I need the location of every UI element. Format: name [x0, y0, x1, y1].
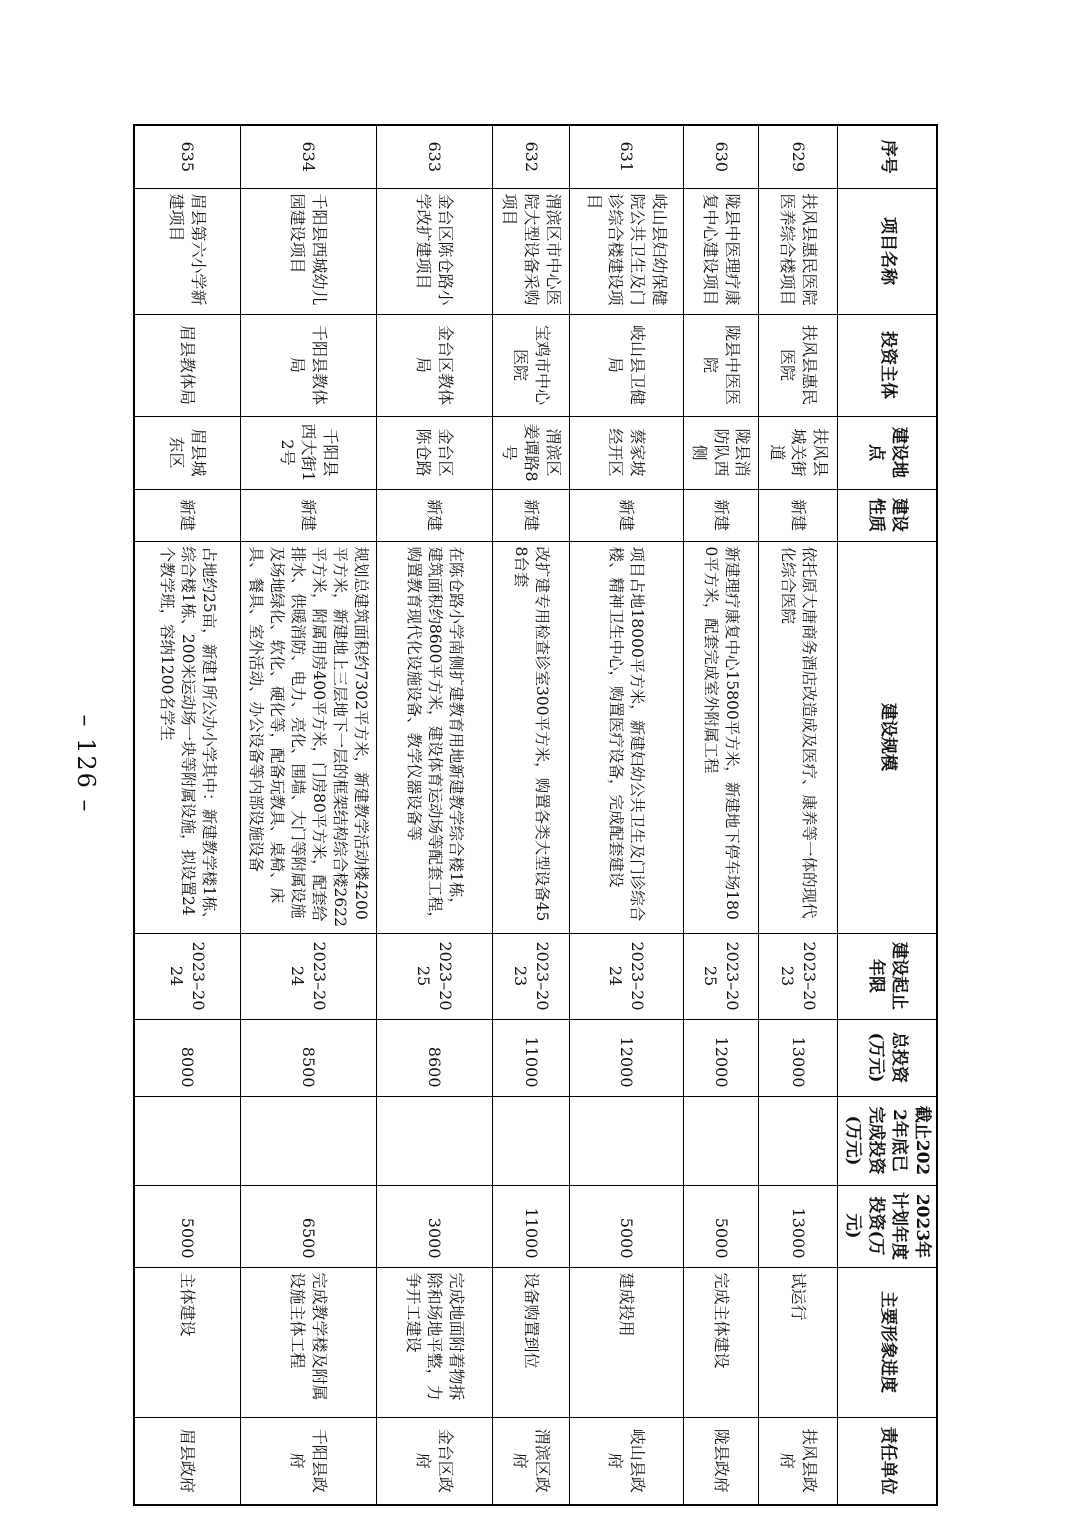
row-id-cell: 632 [493, 125, 570, 188]
page-number: – 126 – [72, 714, 100, 814]
responsible-unit-cell: 眉县政府 [134, 1417, 240, 1505]
project-name-cell: 扶风县惠民医院医养综合楼项目 [759, 188, 838, 314]
investor-cell: 扶风县惠民医院 [759, 314, 838, 416]
completed-investment-cell [376, 1096, 493, 1185]
completed-investment-cell [683, 1096, 759, 1185]
completed-investment-cell [240, 1096, 376, 1185]
table-row [759, 125, 838, 1505]
plan-2023-cell: 3000 [376, 1185, 493, 1267]
row-id-cell: 635 [134, 125, 240, 188]
progress-cell: 试运行 [759, 1267, 838, 1417]
plan-2023-cell: 6500 [240, 1185, 376, 1267]
project-name-cell: 岐山县妇幼保健院公共卫生及门诊综合楼建设项目 [570, 188, 684, 314]
nature-cell: 新建 [683, 489, 759, 541]
table-row [376, 125, 493, 1505]
progress-cell: 设备购置到位 [493, 1267, 570, 1417]
location-cell: 千阳县西大街12号 [240, 416, 376, 489]
project-table [133, 124, 938, 1506]
period-cell: 2023–2025 [376, 933, 493, 1019]
period-cell: 2023–2024 [134, 933, 240, 1019]
row-id-cell: 630 [683, 125, 759, 188]
total-investment-cell: 11000 [493, 1019, 570, 1096]
progress-cell: 完成教学楼及附属设施主体工程 [240, 1267, 376, 1417]
nature-cell: 新建 [376, 489, 493, 541]
period-cell: 2023–2023 [759, 933, 838, 1019]
investor-cell: 宝鸡市中心医院 [493, 314, 570, 416]
header-cell: 截止2022年底已完成投资(万元) [838, 1096, 937, 1185]
responsible-unit-cell: 渭滨区政府 [493, 1417, 570, 1505]
nature-cell: 新建 [240, 489, 376, 541]
table-row [683, 125, 759, 1505]
project-name-cell: 金台区陈仓路小学改扩建项目 [376, 188, 493, 314]
location-cell: 渭滨区姜谭路8号 [493, 416, 570, 489]
location-cell: 陇县消防队西侧 [683, 416, 759, 489]
total-investment-cell: 8500 [240, 1019, 376, 1096]
rotated-table-container [133, 124, 938, 1495]
plan-2023-cell: 5000 [683, 1185, 759, 1267]
progress-cell: 主体建设 [134, 1267, 240, 1417]
project-name-cell: 千阳县西城幼儿园建设项目 [240, 188, 376, 314]
header-cell: 总投资(万元) [838, 1019, 937, 1096]
header-cell: 建设性质 [838, 489, 937, 541]
location-cell: 眉县城东区 [134, 416, 240, 489]
header-cell: 责任单位 [838, 1417, 937, 1505]
total-investment-cell: 8000 [134, 1019, 240, 1096]
nature-cell: 新建 [759, 489, 838, 541]
period-cell: 2023–2023 [493, 933, 570, 1019]
construction-scale-cell: 改扩建专用检查诊室300平方米，购置各类大型设备458台套 [493, 541, 570, 933]
table-row [493, 125, 570, 1505]
responsible-unit-cell: 扶风县政府 [759, 1417, 838, 1505]
plan-2023-cell: 11000 [493, 1185, 570, 1267]
total-investment-cell: 8600 [376, 1019, 493, 1096]
header-row [838, 125, 937, 1505]
responsible-unit-cell: 千阳县政府 [240, 1417, 376, 1505]
table-row [134, 125, 240, 1505]
investor-cell: 千阳县教体局 [240, 314, 376, 416]
plan-2023-cell: 13000 [759, 1185, 838, 1267]
period-cell: 2023–2024 [570, 933, 684, 1019]
nature-cell: 新建 [493, 489, 570, 541]
row-id-cell: 629 [759, 125, 838, 188]
location-cell: 蔡家坡经开区 [570, 416, 684, 489]
table-row [570, 125, 684, 1505]
header-cell: 建设地点 [838, 416, 937, 489]
row-id-cell: 633 [376, 125, 493, 188]
total-investment-cell: 12000 [570, 1019, 684, 1096]
row-id-cell: 631 [570, 125, 684, 188]
plan-2023-cell: 5000 [570, 1185, 684, 1267]
project-name-cell: 渭滨区市中心医院大型设备采购项目 [493, 188, 570, 314]
project-name-cell: 陇县中医理疗康复中心建设项目 [683, 188, 759, 314]
progress-cell: 完成地面附着物拆除和场地平整，力争开工建设 [376, 1267, 493, 1417]
construction-scale-cell: 项目占地18000平方米，新建妇幼公共卫生及门诊综合楼、精神卫生中心，购置医疗设备，完成配套建设 [570, 541, 684, 933]
plan-2023-cell: 5000 [134, 1185, 240, 1267]
progress-cell: 完成主体建设 [683, 1267, 759, 1417]
responsible-unit-cell: 陇县政府 [683, 1417, 759, 1505]
completed-investment-cell [759, 1096, 838, 1185]
responsible-unit-cell: 岐山县政府 [570, 1417, 684, 1505]
construction-scale-cell: 在陈仓路小学南侧扩建教育用地新建教学综合楼1栋，建筑面积约8600平方米，建设体育运动场等配套工程，购置教育现代化设施设备、教学仪器设备等 [376, 541, 493, 933]
total-investment-cell: 13000 [759, 1019, 838, 1096]
period-cell: 2023–2024 [240, 933, 376, 1019]
progress-cell: 建成投用 [570, 1267, 684, 1417]
construction-scale-cell: 依托原大唐商务酒店改造成及医疗、康养等一体的现代化综合医院 [759, 541, 838, 933]
completed-investment-cell [570, 1096, 684, 1185]
table-row [240, 125, 376, 1505]
responsible-unit-cell: 金台区政府 [376, 1417, 493, 1505]
location-cell: 金台区陈仓路 [376, 416, 493, 489]
investor-cell: 眉县教体局 [134, 314, 240, 416]
row-id-cell: 634 [240, 125, 376, 188]
period-cell: 2023–2025 [683, 933, 759, 1019]
header-cell: 项目名称 [838, 188, 937, 314]
header-cell: 建设规模 [838, 541, 937, 933]
completed-investment-cell [134, 1096, 240, 1185]
completed-investment-cell [493, 1096, 570, 1185]
investor-cell: 岐山县卫健局 [570, 314, 684, 416]
construction-scale-cell: 规划总建筑面积约7302平方米，新建教学活动楼4200平方米，新建地上三层地下一层的框架结构综合楼2622平方米，附属用房400平方米，门房80平方米，配套给排水、供暖消防、电力、亮化、围墙、大门等附属设施及场地绿化、软化、硬化等，配备玩教具、桌椅、床具、餐具、室外活动、办公设备等内部设施设备 [240, 541, 376, 933]
header-cell: 投资主体 [838, 314, 937, 416]
nature-cell: 新建 [570, 489, 684, 541]
construction-scale-cell: 新建理疗康复中心15800平方米，新建地下停车场1800平方米，配套完成室外附属工程 [683, 541, 759, 933]
construction-scale-cell: 占地约25亩，新建1所公办小学其中：新建教学楼1栋、综合楼1栋、200米运动场一块等附属设施，拟设置24个教学班，容纳1200名学生 [134, 541, 240, 933]
header-cell: 序号 [838, 125, 937, 188]
header-cell: 主要形象进度 [838, 1267, 937, 1417]
header-cell: 建设起止年限 [838, 933, 937, 1019]
investor-cell: 金台区教体局 [376, 314, 493, 416]
location-cell: 扶风县城关街道 [759, 416, 838, 489]
total-investment-cell: 12000 [683, 1019, 759, 1096]
header-cell: 2023年计划年度投资(万元) [838, 1185, 937, 1267]
project-name-cell: 眉县第六小学新建项目 [134, 188, 240, 314]
nature-cell: 新建 [134, 489, 240, 541]
investor-cell: 陇县中医医院 [683, 314, 759, 416]
